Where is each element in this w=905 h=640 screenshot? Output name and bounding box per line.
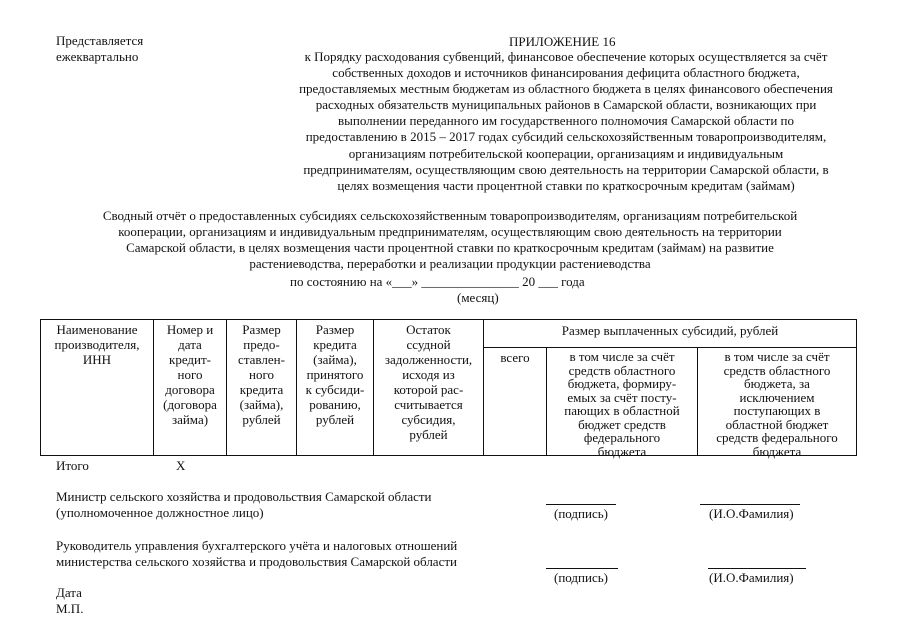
- report-date-line: по состоянию на «___» _______________ 20 ___ года: [290, 274, 585, 289]
- sub-header-regional: в том числе за счёт средств областного бюджета, за исключением поступающих в областной бюджет средств федерального бюджета: [716, 349, 838, 459]
- minister-signature-hint: (подпись): [554, 506, 608, 521]
- seal-place: М.П.: [56, 601, 84, 616]
- col-header-loan-balance: Остаток ссудной задолженности, исходя из которой рас- считывается субсидия, рублей: [384, 322, 473, 442]
- sub-header-total: всего: [500, 350, 530, 365]
- col-header-producer: Наименование производителя, ИНН: [54, 322, 140, 367]
- appendix-text: к Порядку расходования субвенций, финансовое обеспечение которых осуществляется за счёт собственных доходов и источников финансирования дефицита областного бюджета, предоставляемых местным бюджетам из областного бюджета в целях финансового обеспечения расходных обязательств муниципальных районов в Самарской области, возникающих при выполнении переданного им государственного полномочия Самарской области по предоставлению в 2015 – 2017 годах субсидий сельскохозяйственным товаропроизводителям, организациям потребительской кооперации, организациям и индивидуальным предпринимателям, осуществляющим свою деятельность на территории Самарской области, в целях возмещения части процентной ставки по краткосрочным кредитам (займам): [299, 49, 833, 193]
- head-name-line: [708, 568, 806, 569]
- report-title: Сводный отчёт о предоставленных субсидиях сельскохозяйственным товаропроизводителям, организациям потребительской кооперации, организациям и индивидуальным предпринимателям, осуществляющим свою деятельность на территории Самарской области, в целях возмещения части процентной ставки по краткосрочным кредитам (займам) на развитие растениеводства, переработки и реализации продукции растениеводства: [102, 208, 798, 271]
- col-header-credit-size: Размер предо- ставлен- ного кредита (займа), рублей: [238, 322, 285, 427]
- minister-signatory: Министр сельского хозяйства и продовольствия Самарской области (уполномоченное должностное лицо): [56, 489, 432, 520]
- sub-header-federal: в том числе за счёт средств областного бюджета, формиру- емых за счёт посту- пающих в областной бюджет средств федерального бюджета: [564, 349, 680, 459]
- accounting-head-signatory: Руководитель управления бухгалтерского учёта и налоговых отношений министерства сельского хозяйства и продовольствия Самарской области: [56, 538, 458, 569]
- minister-signature-line: [546, 504, 616, 505]
- date-field: Дата: [56, 585, 82, 600]
- totals-mark: Х: [176, 458, 186, 473]
- minister-name-line: [700, 504, 800, 505]
- col-header-contract: Номер и дата кредит- ного договора (договора займа): [163, 322, 217, 427]
- appendix-title: ПРИЛОЖЕНИЕ 16: [509, 34, 616, 49]
- minister-name-hint: (И.О.Фамилия): [709, 506, 794, 521]
- col-group-paid-subsidies: Размер выплаченных субсидий, рублей: [561, 323, 779, 338]
- head-signature-line: [546, 568, 618, 569]
- month-hint: (месяц): [457, 290, 499, 305]
- col-header-credit-accepted: Размер кредита (займа), принятого к субсиди- рованию, рублей: [305, 322, 365, 427]
- head-signature-hint: (подпись): [554, 570, 608, 585]
- submission-frequency: Представляется ежеквартально: [56, 33, 144, 64]
- totals-label: Итого: [56, 458, 89, 473]
- head-name-hint: (И.О.Фамилия): [709, 570, 794, 585]
